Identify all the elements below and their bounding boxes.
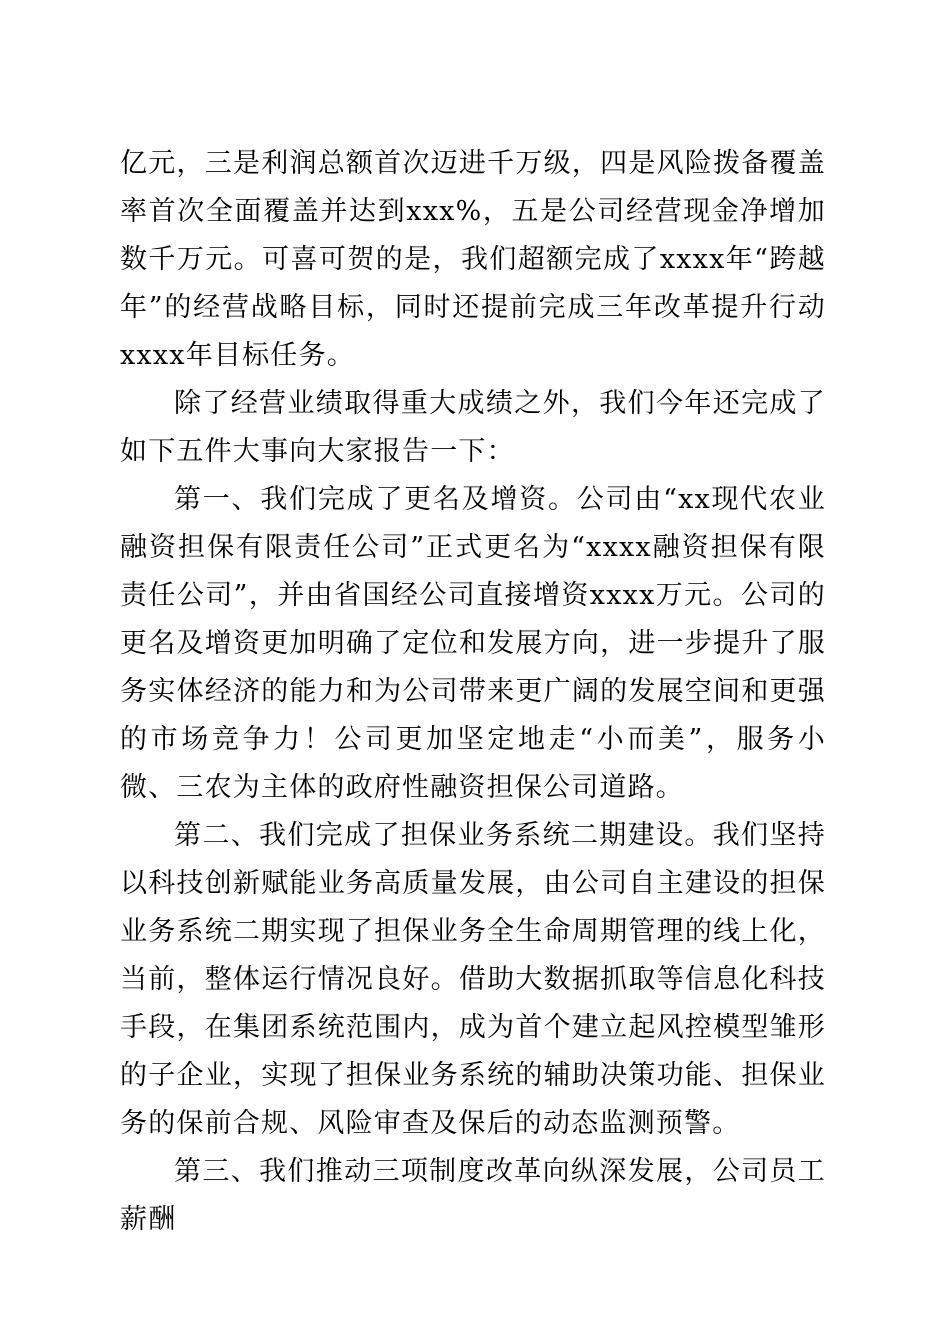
document-body <box>120 140 826 1244</box>
paragraph-1: 亿元，三是利润总额首次迈进千万级，四是风险拨备覆盖率首次全面覆盖并达到xxx%，五是公司经营现金净增加数千万元。可喜可贺的是，我们超额完成了xxxx年“跨越年”的经营战略目标，同时还提前完成三年改革提升行动xxxx年目标任务。 <box>120 148 826 371</box>
paragraph-3: 第一、我们完成了更名及增资。公司由“xx现代农业融资担保有限责任公司”正式更名为“xxxx融资担保有限责任公司”，并由省国经公司直接增资xxxx万元。公司的更名及增资更加明确了定位和发展方向，进一步提升了服务实体经济的能力和为公司带来更广阔的发展空间和更强的市场竞争力！公司更加坚定地走“小而美”，服务小微、三农为主体的政府性融资担保公司道路。 <box>120 484 826 803</box>
paragraph-5: 第三、我们推动三项制度改革向纵深发展，公司员工薪酬 <box>120 1156 826 1235</box>
paragraph-4: 第二、我们完成了担保业务系统二期建设。我们坚持以科技创新赋能业务高质量发展，由公司自主建设的担保业务系统二期实现了担保业务全生命周期管理的线上化，当前，整体运行情况良好。借助大数据抓取等信息化科技手段，在集团系统范围内，成为首个建立起风控模型雏形的子企业，实现了担保业务系统的辅助决策功能、担保业务的保前合规、风险审查及保后的动态监测预警。 <box>120 820 826 1139</box>
paragraph-2: 除了经营业绩取得重大成绩之外，我们今年还完成了如下五件大事向大家报告一下： <box>120 388 826 467</box>
